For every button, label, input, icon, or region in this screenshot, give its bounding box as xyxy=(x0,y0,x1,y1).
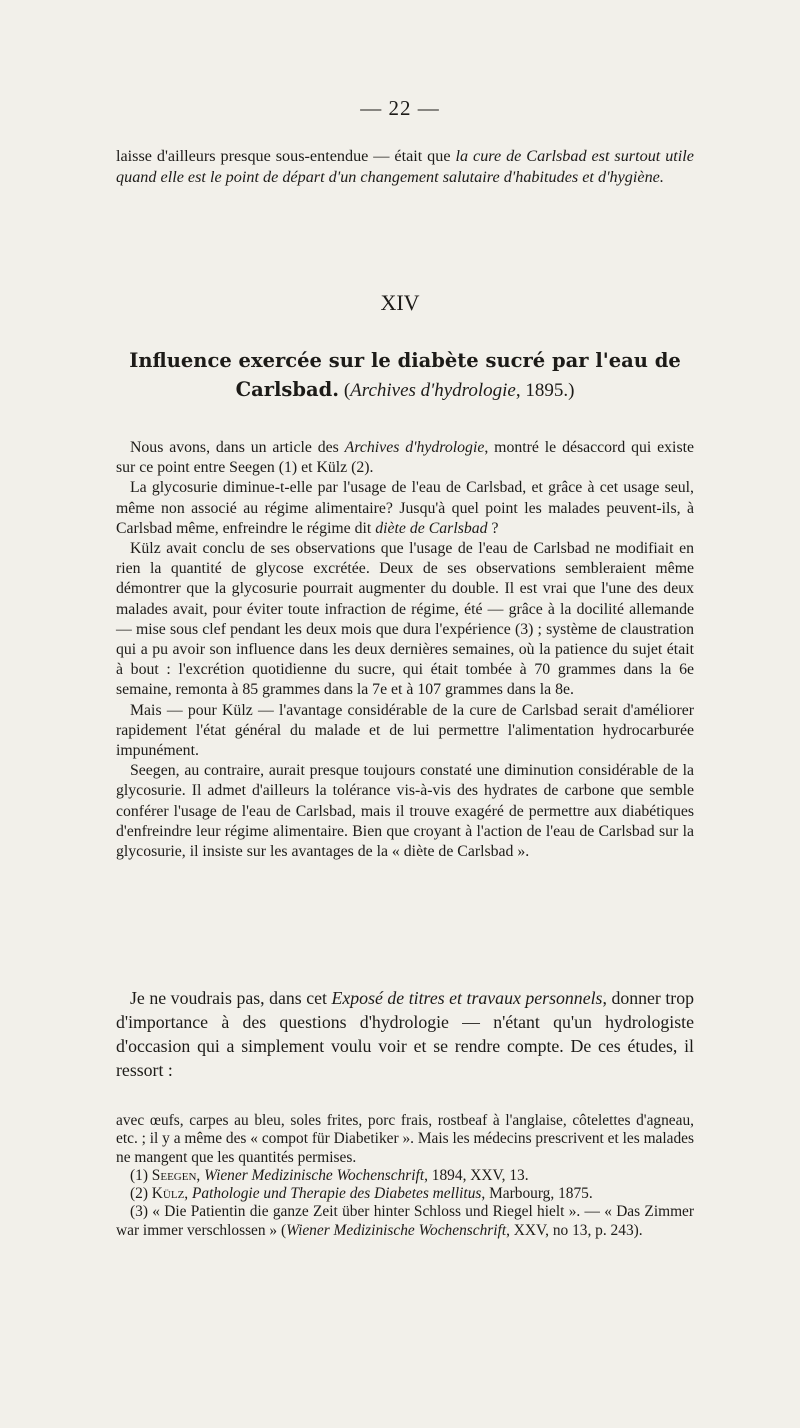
body-text xyxy=(116,438,694,862)
expose-text-end: , donner trop d'importance à des questions d'hydrologie — n'étant qu'un hydrologiste d'occasion qui a simplement voulu voir et se rendre compte. De ces études, il ressort : xyxy=(116,988,694,1080)
section-number: XIV xyxy=(380,290,420,315)
footnote-3-citation: , XXV, no 13, p. 243). xyxy=(506,1221,643,1239)
section-heading xyxy=(116,346,694,405)
footnote-1-citation: , 1894, XXV, 13. xyxy=(424,1166,529,1184)
footnote-1-separator: , xyxy=(196,1166,205,1184)
section-ref-journal: Archives d'hydrologie xyxy=(350,380,516,401)
footnote-3-journal: Wiener Medizinische Wochenschrift xyxy=(286,1221,507,1239)
page-number: — 22 — xyxy=(360,96,440,120)
paragraph-1 xyxy=(116,438,694,478)
intro-italic-text: la cure de Carlsbad est surtout utile quand elle est le point de départ d'un changement salutaire d'habitudes et d'hygiène. xyxy=(116,147,694,186)
section-title: Influence exercée sur le diabète sucré par l'eau de Carlsbad. xyxy=(129,349,681,401)
paragraph-1-text-end: , montré le désaccord qui existe sur ce point entre Seegen (1) et Külz (2). xyxy=(116,439,694,477)
footnote-2-separator: , xyxy=(184,1185,192,1203)
paragraph-2-text: La glycosurie diminue-t-elle par l'usage de l'eau de Carlsbad, et grâce à cet usage seul, même non associé au régime alimentaire? Jusqu'à quel point les malades peuvent-ils, à Carlsbad même, enfreindre le régime dit xyxy=(116,479,694,537)
footnote-2-citation: , Marbourg, 1875. xyxy=(481,1185,593,1203)
footnote-2-author: Külz xyxy=(151,1185,185,1203)
section-ref-open: ( xyxy=(339,380,351,401)
footnote-1 xyxy=(116,1167,694,1185)
footnote-1-number: (1) xyxy=(130,1166,152,1184)
expose-text: Je ne voudrais pas, dans cet xyxy=(130,988,332,1008)
footnote-2 xyxy=(116,1185,694,1203)
section-ref-close: , 1895.) xyxy=(515,380,575,401)
paragraph-2 xyxy=(116,478,694,539)
footnote-3-text: (3) « Die Patientin die ganze Zeit über hinter Schloss und Riegel hielt ». — « Das Zimmer war immer verschlossen » ( xyxy=(116,1203,694,1239)
intro-paragraph xyxy=(116,146,694,187)
paragraph-1-text: Nous avons, dans un article des xyxy=(130,439,345,456)
expose-paragraph xyxy=(116,986,694,1082)
footnote-continuation: avec œufs, carpes au bleu, soles frites, porc frais, rostbeaf à l'anglaise, côtelettes d'agneau, etc. ; il y a même des « compot für Diabetiker ». Mais les médecins prescrivent et les malades ne mangent que les quantités permises. xyxy=(116,1112,694,1166)
paragraph-2-text-end: ? xyxy=(487,519,499,537)
paragraph-2-italic: diète de Carlsbad xyxy=(375,519,488,537)
paragraph-1-italic: Archives d'hydrologie xyxy=(344,439,485,456)
footnote-2-book: Pathologie und Therapie des Diabetes mellitus xyxy=(192,1185,482,1203)
footnotes xyxy=(116,1112,694,1240)
footnote-3 xyxy=(116,1203,694,1240)
footnote-2-number: (2) xyxy=(130,1185,152,1203)
paragraph-5: Seegen, au contraire, aurait presque toujours constaté une diminution considérable de la glycosurie. Il admet d'ailleurs la tolérance vis-à-vis des hydrates de carbone que semble conférer l'usage de l'eau de Carlsbad, mais il trouve exagéré de permettre aux diabétiques d'enfreindre leur régime alimentaire. Bien que croyant à l'action de l'eau de Carlsbad sur la glycosurie, il insiste sur les avantages de la « diète de Carlsbad ». xyxy=(116,762,694,861)
expose-italic: Exposé de titres et travaux personnels xyxy=(331,988,603,1008)
paragraph-4: Mais — pour Külz — l'avantage considérable de la cure de Carlsbad serait d'améliorer rapidement l'état général du malade et de lui permettre l'alimentation hydrocarburée impunément. xyxy=(116,701,694,760)
footnote-1-author: Seegen xyxy=(151,1166,197,1184)
paragraph-3: Külz avait conclu de ses observations que l'usage de l'eau de Carlsbad ne modifiait en rien la quantité de glycose excrétée. Deux de ses observations sembleraient même démontrer que la glycosurie pourrait augmenter du double. Il est vrai que l'une des deux malades avait, pour éviter toute infraction de régime, été — grâce à la docilité allemande — mise sous clef pendant les deux mois que dura l'expérience (3) ; système de claustration qui a pu avoir son influence dans les deux dernières semaines, où la patience du sujet était à bout : l'excrétion quotidienne du sucre, qui était tombée à 70 grammes dans la 6e semaine, remonta à 85 grammes dans la 7e et à 107 grammes dans la 8e. xyxy=(116,540,694,699)
footnote-1-journal: Wiener Medizinische Wochenschrift xyxy=(204,1166,425,1184)
intro-text: laisse d'ailleurs presque sous-entendue — était que xyxy=(116,147,456,165)
